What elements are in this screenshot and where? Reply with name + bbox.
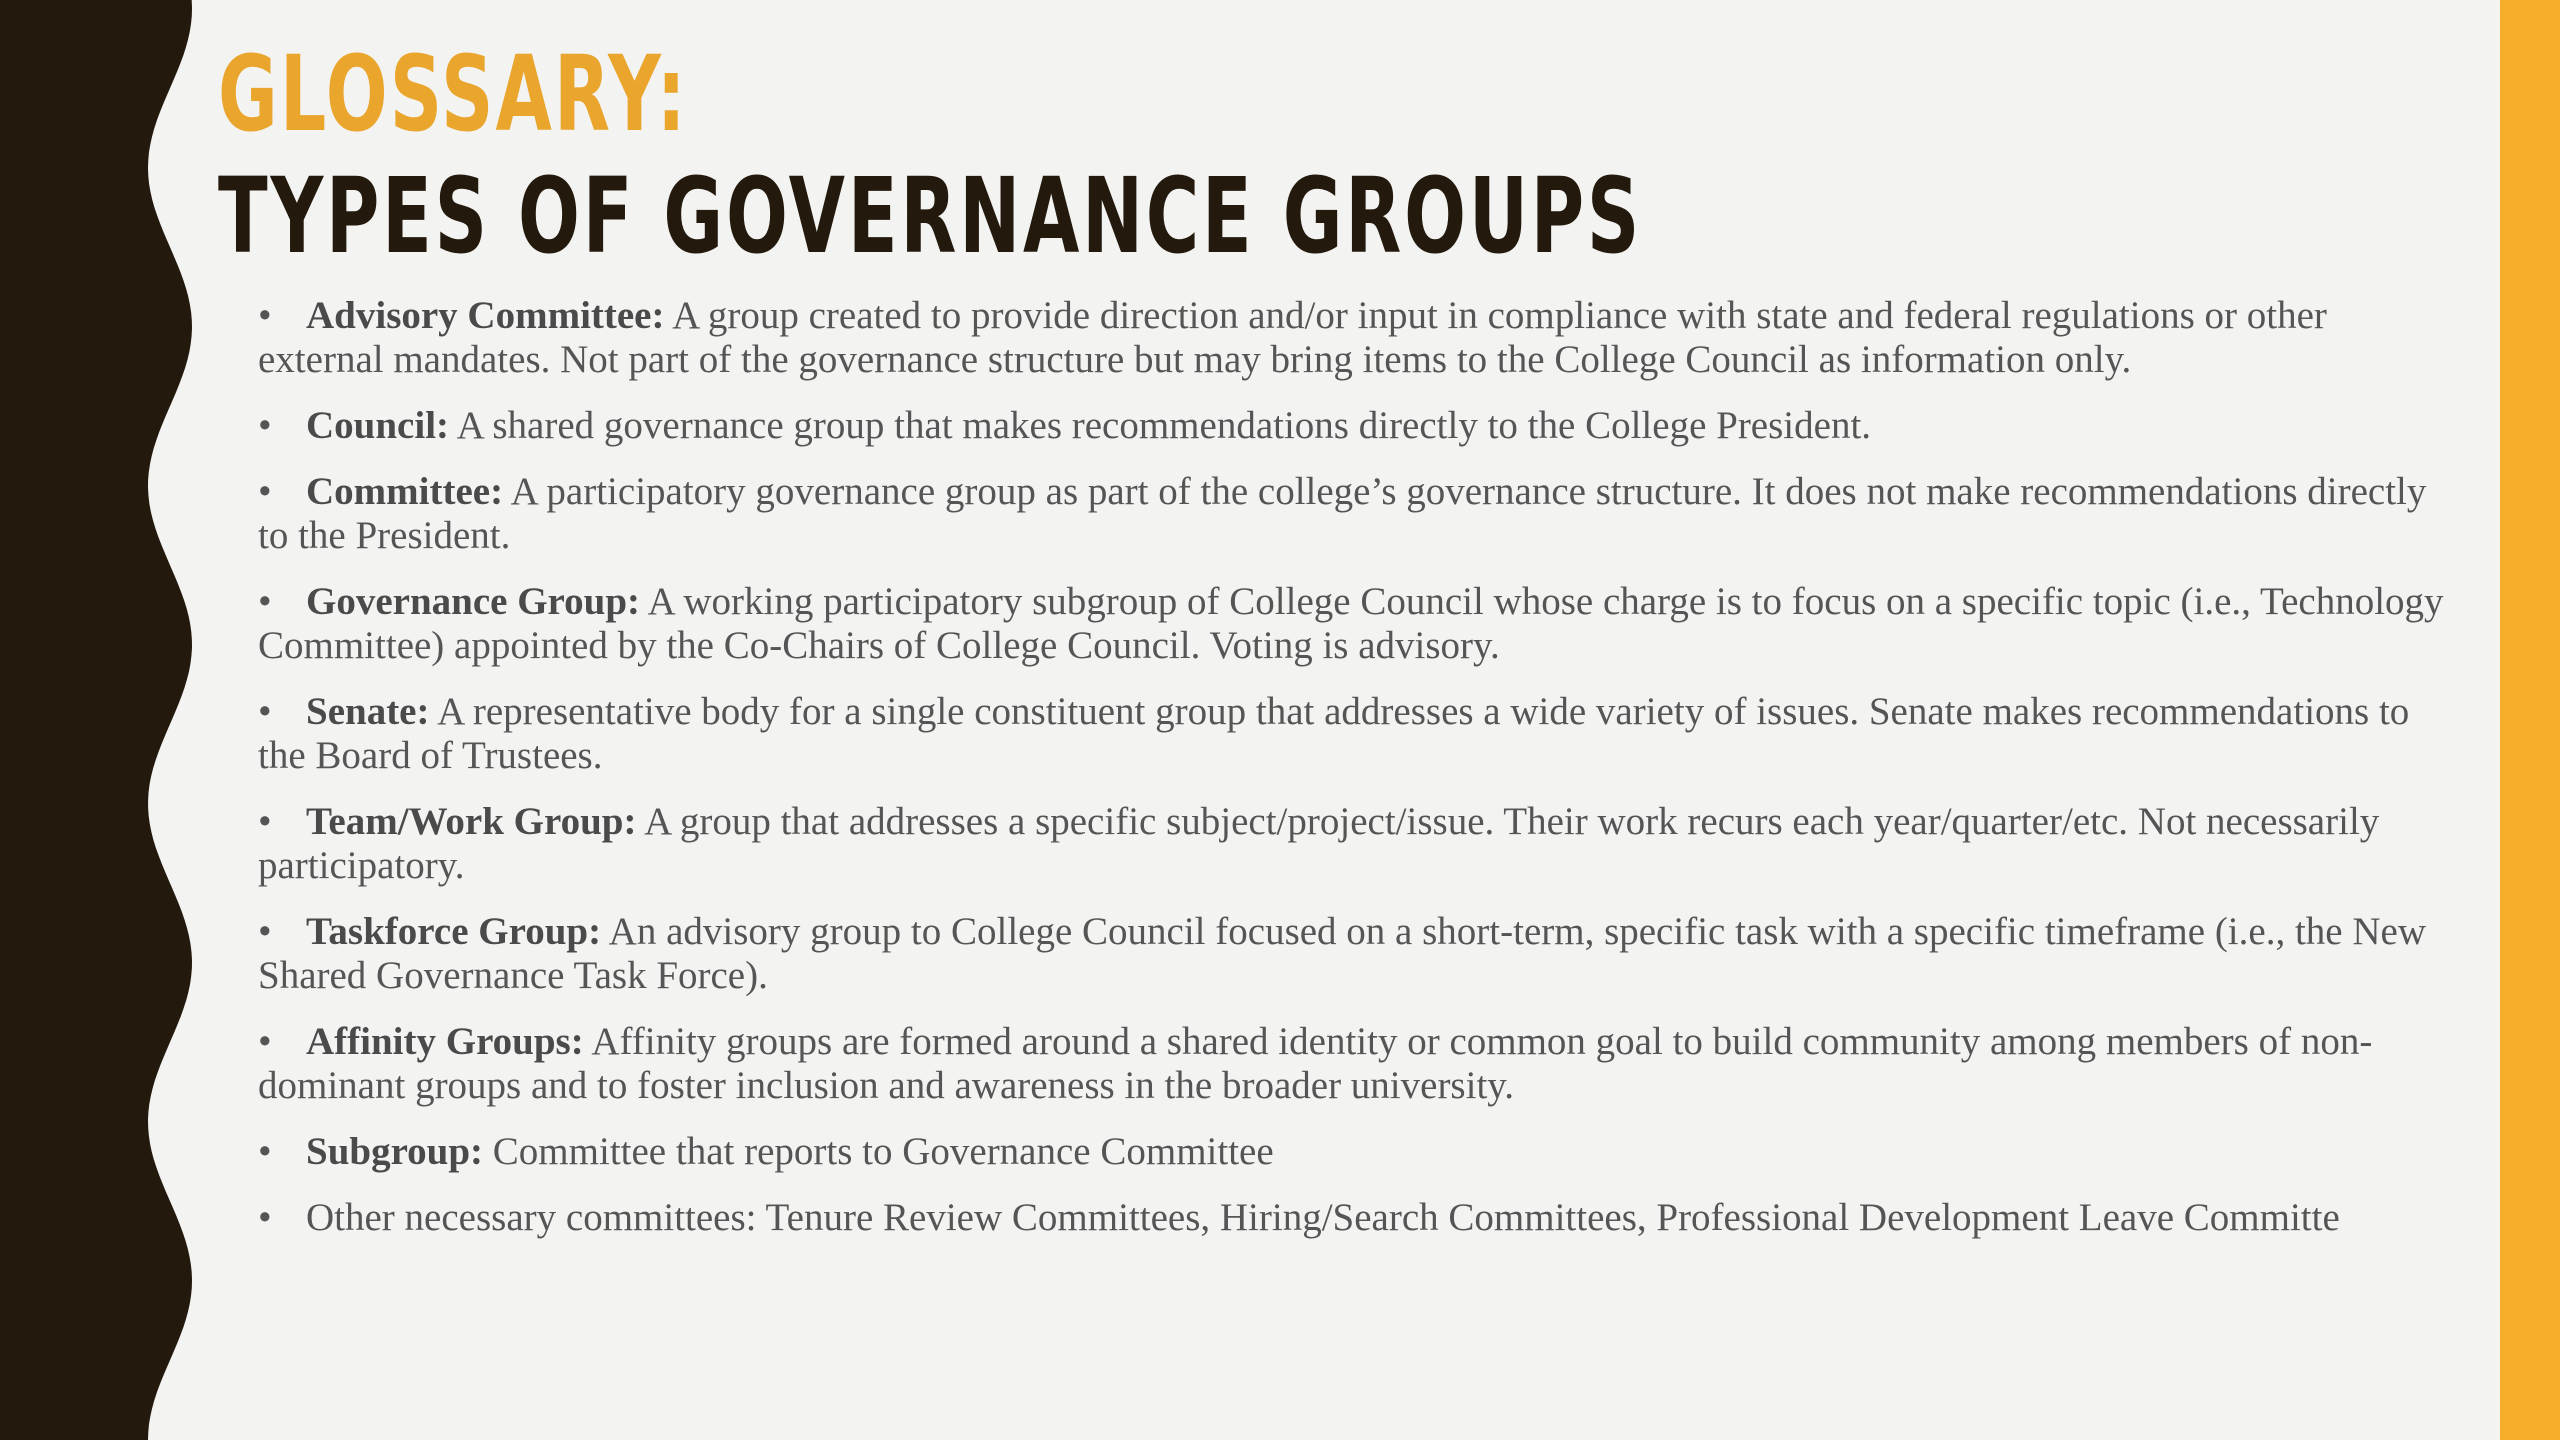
- glossary-item-affinity-groups: [258, 1020, 2448, 1108]
- bullet: •: [258, 404, 272, 447]
- bullet: •: [258, 690, 272, 733]
- term-senate: Senate:: [306, 690, 430, 733]
- bullet: •: [258, 1020, 272, 1063]
- term-committee: Committee:: [306, 470, 504, 513]
- term-advisory-committee: Advisory Committee:: [306, 294, 665, 337]
- glossary-item-team-work-group: [258, 800, 2448, 888]
- bullet: •: [258, 1196, 272, 1239]
- bullet: •: [258, 800, 272, 843]
- left-wavy-band: [0, 0, 200, 1440]
- glossary-item-committee: [258, 470, 2448, 558]
- definition-committee: A participatory governance group as part of the college’s governance structure. It does not make recommendations directly to the President.: [258, 470, 2427, 557]
- term-team-work-group: Team/Work Group:: [306, 800, 637, 843]
- wave-shape: [0, 0, 192, 1440]
- term-affinity-groups: Affinity Groups:: [306, 1020, 584, 1063]
- definition-council: A shared governance group that makes recommendations directly to the College President.: [449, 404, 1872, 447]
- glossary-item-governance-group: [258, 580, 2448, 668]
- right-accent-bar: [2500, 0, 2560, 1440]
- title-types-of-governance-groups: TYPES OF GOVERNANCE GROUPS: [218, 155, 1643, 277]
- term-subgroup: Subgroup:: [306, 1130, 484, 1173]
- definition-taskforce-group: An advisory group to College Council focused on a short-term, specific task with a specific timeframe (i.e., the New Shared Governance Task Force).: [258, 910, 2426, 997]
- definition-subgroup: Committee that reports to Governance Committee: [483, 1130, 1274, 1173]
- definition-affinity-groups: Affinity groups are formed around a shared identity or common goal to build community among members of non-dominant groups and to foster inclusion and awareness in the broader university.: [258, 1020, 2373, 1107]
- term-taskforce-group: Taskforce Group:: [306, 910, 602, 953]
- definition-senate: A representative body for a single constituent group that addresses a wide variety of issues. Senate makes recommendations to the Board of Trustees.: [258, 690, 2410, 777]
- bullet: •: [258, 1130, 272, 1173]
- title-glossary: GLOSSARY:: [218, 33, 688, 155]
- bullet: •: [258, 910, 272, 953]
- definition-governance-group: A working participatory subgroup of College Council whose charge is to focus on a specific topic (i.e., Technology Committee) appointed by the Co-Chairs of College Council. Voting is advisory.: [258, 580, 2444, 667]
- definition-team-work-group: A group that addresses a specific subject/project/issue. Their work recurs each year/quarter/etc. Not necessarily participatory.: [258, 800, 2380, 887]
- glossary-item-subgroup: [258, 1130, 2448, 1174]
- glossary-list: [258, 294, 2448, 1262]
- bullet: •: [258, 470, 272, 513]
- bullet: •: [258, 580, 272, 623]
- glossary-item-taskforce-group: [258, 910, 2448, 998]
- bullet: •: [258, 294, 272, 337]
- definition-advisory-committee: A group created to provide direction and/or input in compliance with state and federal regulations or other external mandates. Not part of the governance structure but may bring items to the College Council as information only.: [258, 294, 2327, 381]
- term-council: Council:: [306, 404, 450, 447]
- glossary-item-council: [258, 404, 2448, 448]
- glossary-item-other-committees: [258, 1196, 2448, 1240]
- term-governance-group: Governance Group:: [306, 580, 641, 623]
- definition-other-committees: Other necessary committees: Tenure Review Committees, Hiring/Search Committees, Professional Development Leave Committe: [306, 1196, 2340, 1239]
- glossary-item-senate: [258, 690, 2448, 778]
- glossary-item-advisory-committee: [258, 294, 2448, 382]
